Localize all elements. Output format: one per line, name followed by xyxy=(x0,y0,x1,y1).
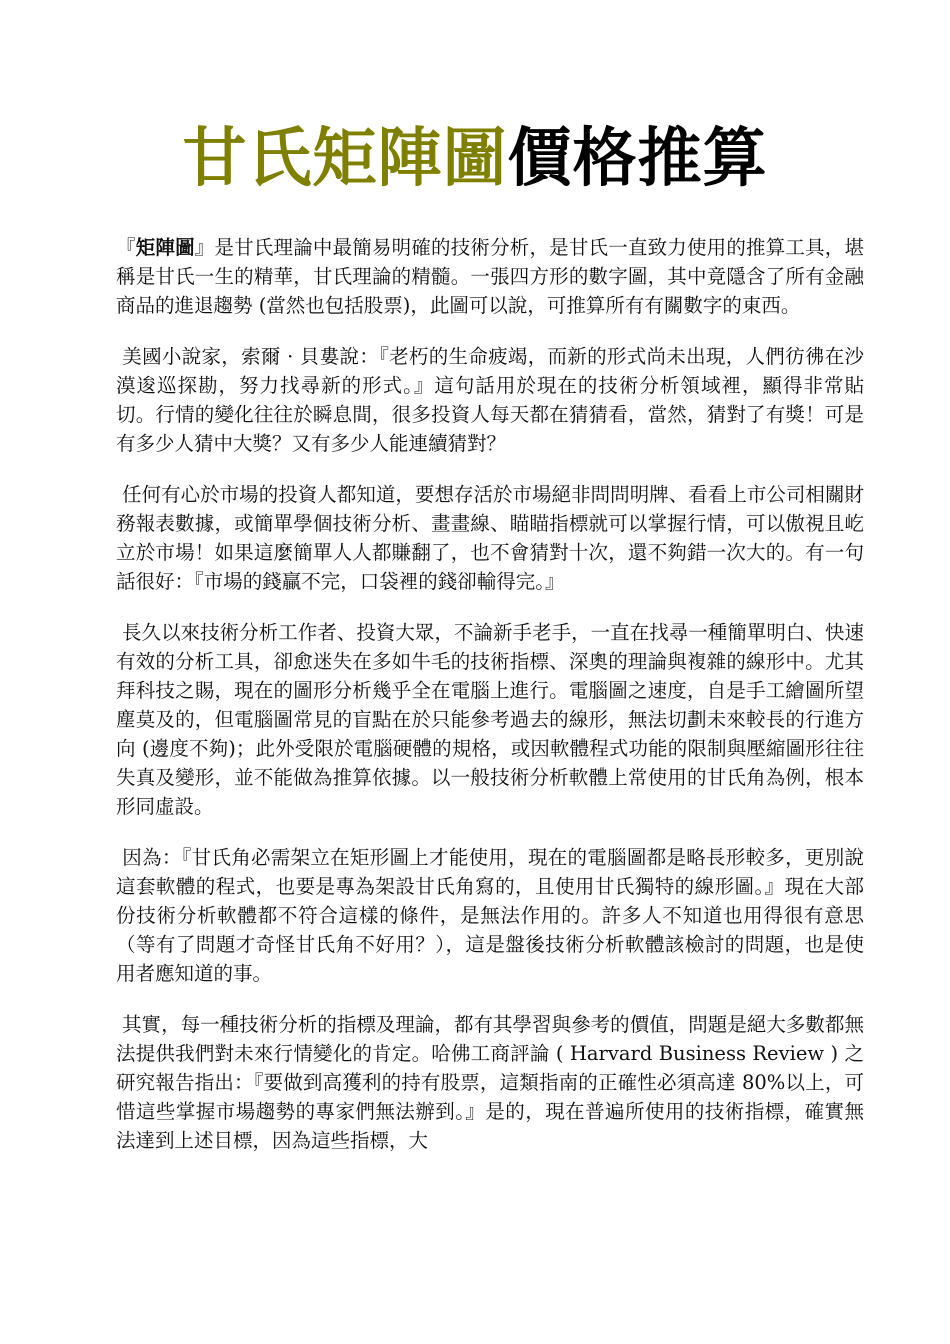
title-accent: 甘氏矩陣圖 xyxy=(182,120,508,196)
paragraph-5 xyxy=(116,843,864,988)
paragraph-3 xyxy=(116,480,864,596)
paragraph-1 xyxy=(116,233,864,320)
paragraph-6 xyxy=(116,1010,864,1155)
paragraph-1-text: 』是甘氏理論中最簡易明確的技術分析，是甘氏一直致力使用的推算工具，堪稱是甘氏一生的精華，甘氏理論的精髓。一張四方形的數字圖，其中竟隱含了所有金融商品的進退趨勢 (當然也包括股票)，此圖可以說，可推算所有有關數字的東西。 xyxy=(116,236,864,317)
page-title xyxy=(0,121,950,197)
title-rest: 價格推算 xyxy=(507,120,768,196)
paragraph-4-text: 長久以來技術分析工作者、投資大眾，不論新手老手，一直在找尋一種簡單明白、快速有效的分析工具，卻愈迷失在多如牛毛的技術指標、深奧的理論與複雜的線形中。尤其拜科技之賜，現在的圖形分析幾乎全在電腦上進行。電腦圖之速度，自是手工繪圖所望塵莫及的，但電腦圖常見的盲點在於只能參考過去的線形，無法切劃未來較長的行進方向 (邊度不夠)；此外受限於電腦硬體的規格，或因軟體程式功能的限制與壓縮圖形往往失真及變形，並不能做為推算依據。以一般技術分析軟體上常使用的甘氏角為例，根本形同虛設。 xyxy=(116,621,864,818)
term-matrix-chart: 矩陣圖 xyxy=(135,236,195,259)
quote-open: 『 xyxy=(116,236,136,259)
paragraph-5-text: 因為：『甘氏角必需架立在矩形圖上才能使用，現在的電腦圖都是略長形較多，更別說這套軟體的程式，也要是專為架設甘氏角寫的，且使用甘氏獨特的線形圖。』現在大部份技術分析軟體都不符合這樣的條件，是無法作用的。許多人不知道也用得很有意思（等有了問題才奇怪甘氏角不好用？），這是盤後技術分析軟體該檢討的問題，也是使用者應知道的事。 xyxy=(116,846,864,985)
paragraph-3-text: 任何有心於市場的投資人都知道，要想存活於市場絕非問問明牌、看看上市公司相關財務報表數據，或簡單學個技術分析、畫畫線、瞄瞄指標就可以掌握行情，可以傲視且屹立於市場！如果這麼簡單人人都賺翻了，也不會猜對十次，還不夠錯一次大的。有一句話很好：『市場的錢贏不完，口袋裡的錢卻輸得完。』 xyxy=(116,483,864,593)
paragraph-4 xyxy=(116,618,864,821)
article-body xyxy=(116,233,864,1177)
paragraph-2-text: 美國小說家，索爾 · 貝婁說：『老朽的生命疲竭，而新的形式尚未出現，人們彷彿在沙漠逡巡探勘，努力找尋新的形式。』這句話用於現在的技術分析領域裡，顯得非常貼切。行情的變化往往於瞬息間，很多投資人每天都在猜猜看，當然，猜對了有獎！可是有多少人猜中大獎？又有多少人能連續猜對？ xyxy=(116,345,864,455)
paragraph-2 xyxy=(116,342,864,458)
paragraph-6-text: 其實，每一種技術分析的指標及理論，都有其學習與參考的價值，問題是絕大多數都無法提供我們對未來行情變化的肯定。哈佛工商評論 ( Harvard Business Review ) 之研究報告指出：『要做到高獲利的持有股票，這類指南的正確性必須高達 80%以上，可惜這些掌握市場趨勢的專家們無法辦到。』是的，現在普遍所使用的技術指標，確實無法達到上述目標，因為這些指標，大 xyxy=(116,1013,864,1152)
